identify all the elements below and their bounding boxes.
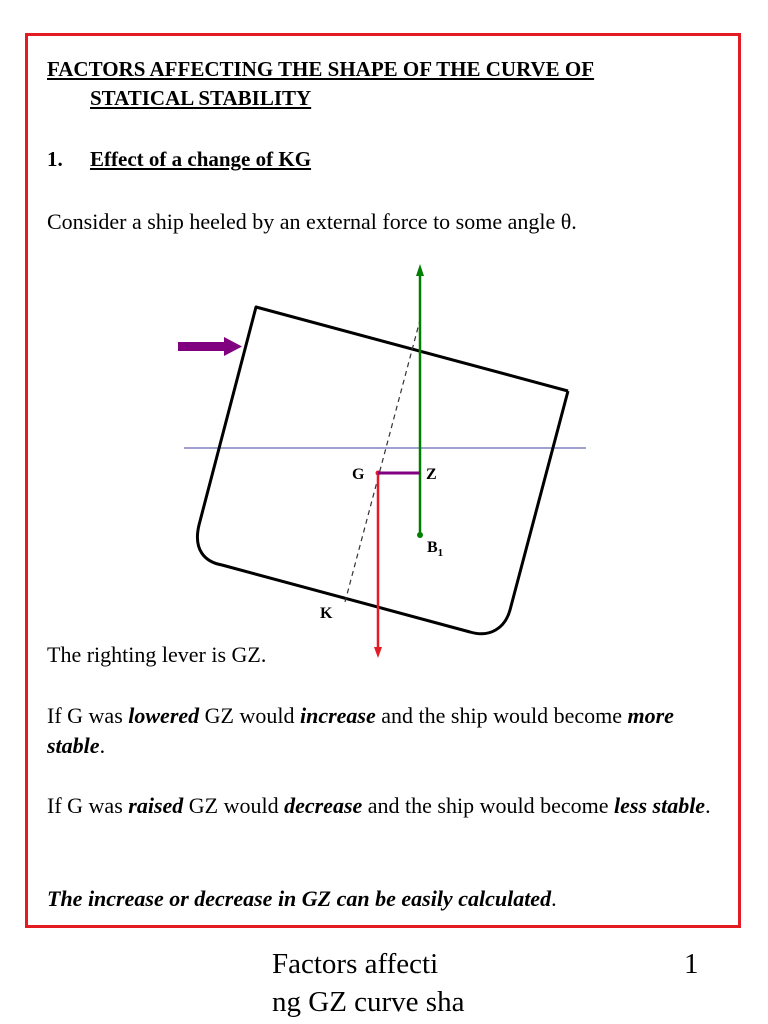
ship-hull: [197, 307, 568, 634]
raised-text-4: .: [705, 793, 711, 818]
raised-word: raised: [128, 793, 184, 818]
section-heading-text: Effect of a change of KG: [90, 147, 312, 171]
less-stable-word: less stable: [614, 793, 706, 818]
lowered-text-3: and the ship would become: [375, 703, 628, 728]
increase-word: increase: [299, 703, 376, 728]
lowered-text-4: .: [99, 733, 106, 758]
label-z: Z: [426, 466, 437, 483]
conclusion-text: The increase or decrease in GZ can be easily calculated: [47, 886, 552, 911]
raised-text-2: GZ would: [183, 793, 285, 818]
raised-paragraph: [47, 791, 737, 821]
buoyancy-arrowhead: [416, 264, 424, 276]
title-line-2: STATICAL STABILITY: [90, 86, 312, 110]
footer-title-line-1: Factors affecti: [272, 948, 439, 980]
decrease-word: decrease: [284, 793, 363, 818]
conclusion-end: .: [551, 886, 557, 911]
lowered-text-2: GZ would: [199, 703, 300, 728]
centreline-dashed: [345, 320, 420, 602]
label-g: G: [352, 466, 365, 483]
label-b-letter: B: [427, 539, 438, 556]
force-arrow-shaft: [178, 342, 225, 351]
raised-text-3: and the ship would become: [362, 793, 615, 818]
force-arrow-head: [224, 337, 242, 356]
intro-paragraph: Consider a ship heeled by an external force to some angle θ.: [47, 209, 577, 234]
label-k: K: [320, 605, 333, 622]
righting-lever-paragraph: The righting lever is GZ.: [47, 642, 267, 667]
conclusion-paragraph: [47, 884, 737, 914]
label-b-subscript: 1: [437, 547, 444, 559]
label-b: [427, 539, 443, 559]
title-line-1: FACTORS AFFECTING THE SHAPE OF THE CURVE OF: [47, 57, 595, 81]
more-stable-word: more stable: [47, 703, 674, 758]
lowered-text-1: If G was: [47, 703, 129, 728]
page-number: 1: [684, 948, 699, 980]
footer-title-line-2: ng GZ curve sha: [272, 986, 465, 1018]
footer-title: [272, 945, 502, 1021]
lowered-word: lowered: [128, 703, 200, 728]
section-number: 1.: [47, 147, 63, 171]
point-b1: [417, 532, 423, 538]
raised-text-1: If G was: [47, 793, 129, 818]
lowered-paragraph: [47, 701, 737, 761]
